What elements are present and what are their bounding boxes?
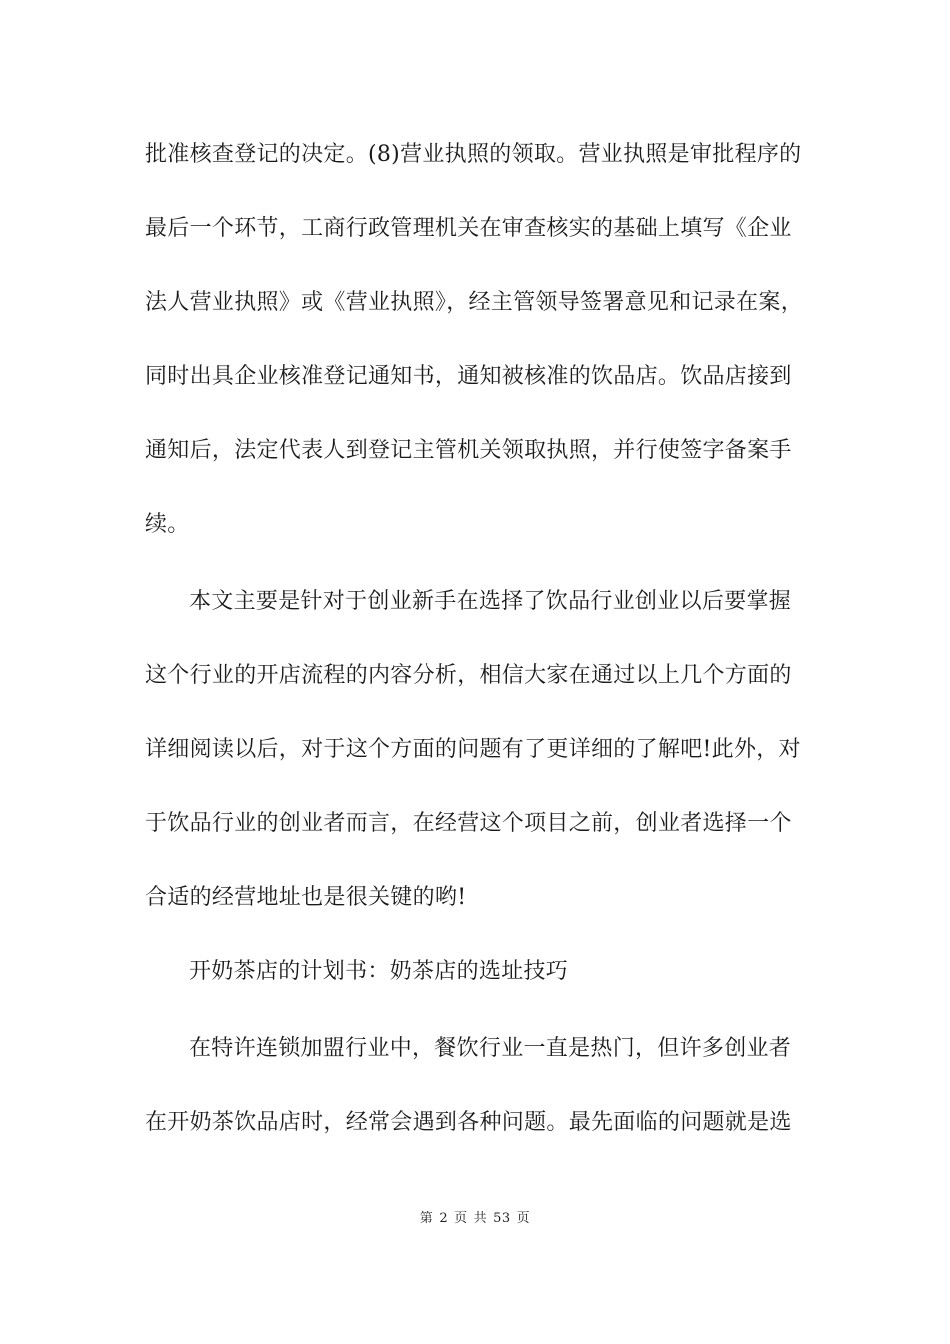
footer-total-word: 共 xyxy=(473,1211,488,1226)
text-line: 这个行业的开店流程的内容分析，相信大家在通过以上几个方面的 xyxy=(145,663,792,688)
footer-suffix: 页 xyxy=(516,1211,531,1226)
text-line: 法人营业执照》或《营业执照》，经主管领导签署意见和记录在案， xyxy=(145,290,804,315)
text-line: 合适的经营地址也是很关键的哟! xyxy=(145,885,467,910)
text-line: 于饮品行业的创业者而言，在经营这个项目之前，创业者选择一个 xyxy=(145,811,792,836)
paragraph-start: 本文主要是针对于创业新手在选择了饮品行业创业以后要掌握 xyxy=(189,589,792,614)
paragraph-start: 在特许连锁加盟行业中，餐饮行业一直是热门，但许多创业者 xyxy=(189,1036,792,1061)
page-footer xyxy=(0,1210,950,1228)
text-line: 在开奶茶饮品店时，经常会遇到各种问题。最先面临的问题就是选 xyxy=(145,1110,792,1135)
text-line: 续。 xyxy=(145,512,190,537)
text-line: 详细阅读以后，对于这个方面的问题有了更详细的了解吧!此外，对 xyxy=(145,737,801,762)
footer-total-pages: 53 xyxy=(493,1211,511,1226)
footer-page-word: 页 xyxy=(454,1211,468,1226)
section-heading: 开奶茶店的计划书：奶茶店的选址技巧 xyxy=(189,959,569,984)
footer-prefix: 第 xyxy=(419,1211,434,1226)
text-line: 同时出具企业核准登记通知书，通知被核准的饮品店。饮品店接到 xyxy=(145,364,792,389)
text-line: 最后一个环节，工商行政管理机关在审查核实的基础上填写《企业 xyxy=(145,216,792,241)
text-line: 通知后，法定代表人到登记主管机关领取执照，并行使签字备案手 xyxy=(145,438,792,463)
text-line: 批准核查登记的决定。(8)营业执照的领取。营业执照是审批程序的 xyxy=(145,142,802,167)
footer-current-page: 2 xyxy=(439,1211,449,1226)
